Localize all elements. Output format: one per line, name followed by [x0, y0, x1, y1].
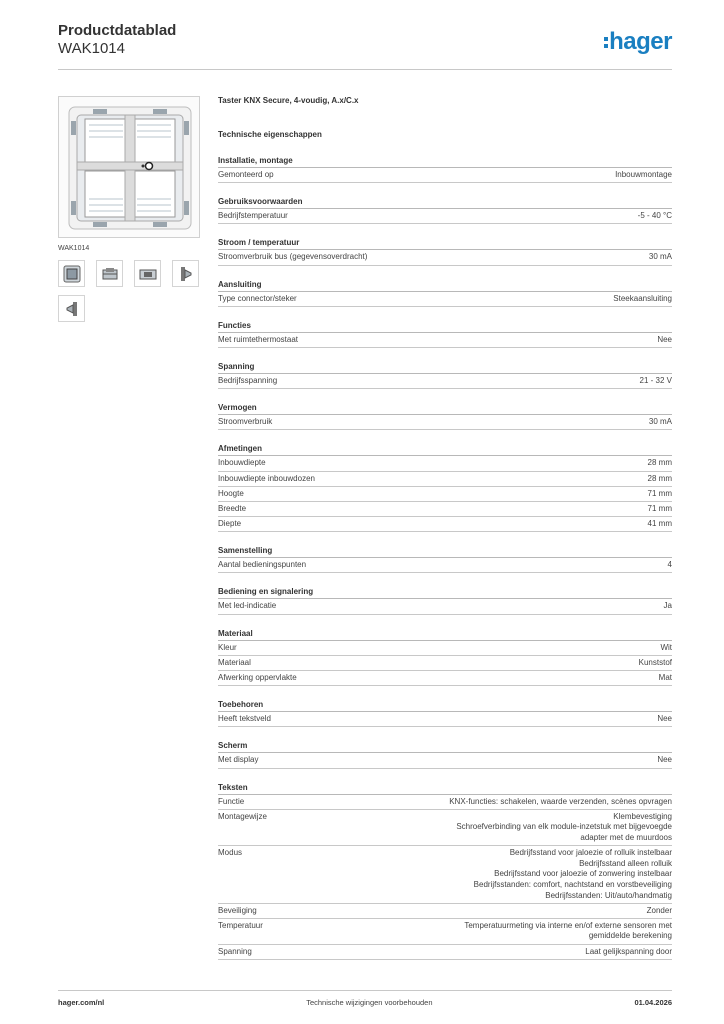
spec-row [218, 671, 672, 686]
thumbnail-front[interactable] [58, 260, 85, 287]
page-footer [58, 990, 672, 1014]
spec-label: Spanning [218, 946, 252, 956]
thumbnail-profile-reverse[interactable] [58, 295, 85, 322]
spec-value: Steekaansluiting [613, 293, 672, 303]
spec-value: KNX-functies: schakelen, waarde verzenden, scènes opvragen [449, 796, 672, 806]
profile-reverse-view-icon [62, 299, 82, 319]
page-header [58, 22, 672, 70]
product-photo-icon [63, 101, 197, 235]
spec-row [218, 656, 672, 671]
spec-section [218, 156, 672, 183]
image-caption: WAK1014 [58, 245, 90, 252]
spec-section [218, 321, 672, 348]
spec-row [218, 415, 672, 430]
section-title: Aansluiting [218, 280, 672, 292]
spec-label: Materiaal [218, 657, 251, 667]
section-title: Installatie, montage [218, 156, 672, 168]
spec-value: Nee [657, 755, 672, 765]
spec-value: Klembevestiging Schroefverbinding van elk module-inzetstuk met bijgevoegde adapter met de muurdoos [456, 811, 672, 842]
technical-properties-heading: Technische eigenschappen [218, 130, 322, 139]
spec-row [218, 904, 672, 919]
spec-label: Functie [218, 796, 245, 806]
product-specifications [218, 96, 672, 960]
spec-value: Laat gelijkspanning door [585, 946, 672, 956]
spec-value: Bedrijfsstand voor jaloezie of rolluik instelbaar Bedrijfsstand alleen rolluik Bedrijfsstand voor jaloezie of zonwering instelbaar Bedrijfsstanden: comfort, nachtstand en vorstbeveiliging Bedrijfsstanden: Uit/auto/handmatig [473, 848, 672, 900]
spec-row [218, 795, 672, 810]
spec-label: Breedte [218, 503, 247, 513]
spec-label: Type connector/steker [218, 293, 297, 303]
spec-row [218, 810, 672, 846]
front-view-icon [62, 264, 82, 284]
spec-value: 28 mm [647, 473, 672, 483]
section-title: Teksten [218, 783, 672, 795]
spec-row [218, 333, 672, 348]
spec-label: Met ruimtethermostaat [218, 334, 299, 344]
spec-row [218, 250, 672, 265]
spec-row [218, 846, 672, 904]
section-title: Stroom / temperatuur [218, 238, 672, 250]
logo-dots-icon [604, 34, 608, 51]
spec-value: -5 - 40 °C [637, 211, 672, 221]
spec-label: Met display [218, 755, 259, 765]
spec-label: Bedrijfsspanning [218, 375, 278, 385]
spec-row [218, 641, 672, 656]
section-title: Vermogen [218, 403, 672, 415]
spec-label: Stroomverbruik [218, 417, 273, 427]
thumbnail-list [58, 260, 200, 322]
spec-row [218, 517, 672, 532]
spec-row [218, 456, 672, 471]
section-title: Functies [218, 321, 672, 333]
spec-value: 30 mA [648, 252, 672, 262]
spec-label: Montagewijze [218, 811, 267, 821]
spec-sections [218, 156, 672, 960]
spec-section [218, 629, 672, 687]
spec-row [218, 292, 672, 307]
product-images [58, 96, 200, 322]
spec-row [218, 919, 672, 945]
spec-row [218, 599, 672, 614]
spec-value: 41 mm [647, 519, 672, 529]
spec-label: Temperatuur [218, 920, 263, 930]
spec-value: Zonder [646, 905, 672, 915]
spec-section [218, 546, 672, 573]
spec-section [218, 362, 672, 389]
spec-row [218, 487, 672, 502]
spec-section [218, 403, 672, 430]
spec-label: Inbouwdiepte [218, 458, 266, 468]
spec-label: Inbouwdiepte inbouwdozen [218, 473, 315, 483]
spec-value: Nee [657, 334, 672, 344]
footer-disclaimer: Technische wijzigingen voorbehouden [306, 998, 433, 1007]
spec-label: Gemonteerd op [218, 170, 274, 179]
product-image[interactable] [58, 96, 200, 238]
spec-section [218, 238, 672, 265]
product-name: Taster KNX Secure, 4-voudig, A.x/C.x [218, 96, 359, 105]
spec-row [218, 945, 672, 960]
spec-value: 71 mm [647, 503, 672, 513]
hager-logo [604, 28, 672, 56]
spec-section [218, 197, 672, 224]
spec-value: 30 mA [648, 417, 672, 427]
spec-value: 21 - 32 V [639, 375, 672, 385]
spec-label: Beveiliging [218, 905, 257, 915]
spec-section [218, 587, 672, 614]
spec-section [218, 741, 672, 768]
article-number: WAK1014 [58, 40, 125, 57]
document-title: Productdatablad [58, 22, 177, 39]
section-title: Gebruiksvoorwaarden [218, 197, 672, 209]
spec-value: 28 mm [647, 458, 672, 468]
spec-value: Nee [657, 714, 672, 724]
section-title: Bediening en signalering [218, 587, 672, 599]
spec-label: Heeft tekstveld [218, 714, 271, 724]
spec-row [218, 168, 672, 183]
footer-website-link[interactable]: hager.com/nl [58, 998, 105, 1007]
spec-section [218, 444, 672, 532]
section-title: Materiaal [218, 629, 672, 641]
spec-value: Mat [658, 673, 672, 682]
spec-value: Temperatuurmeting via interne en/of externe sensoren met gemiddelde berekening [464, 920, 672, 941]
spec-row [218, 753, 672, 768]
spec-value: Ja [663, 601, 672, 611]
top-view-icon [138, 264, 158, 284]
spec-label: Aantal bedieningspunten [218, 560, 307, 570]
spec-label: Afwerking oppervlakte [218, 673, 297, 682]
spec-row [218, 558, 672, 573]
spec-row [218, 472, 672, 487]
spec-label: Met led-indicatie [218, 601, 277, 611]
spec-label: Modus [218, 848, 243, 858]
spec-value: 4 [667, 560, 672, 570]
spec-value: Inbouwmontage [615, 170, 672, 179]
spec-label: Hoogte [218, 488, 244, 498]
spec-label: Diepte [218, 519, 242, 529]
spec-value: Kunststof [638, 657, 672, 667]
spec-label: Kleur [218, 642, 237, 652]
section-title: Toebehoren [218, 700, 672, 712]
section-title: Spanning [218, 362, 672, 374]
section-title: Afmetingen [218, 444, 672, 456]
spec-label: Bedrijfstemperatuur [218, 211, 288, 221]
spec-section [218, 783, 672, 960]
spec-row [218, 374, 672, 389]
spec-row [218, 712, 672, 727]
thumbnail-side[interactable] [96, 260, 123, 287]
thumbnail-top[interactable] [134, 260, 161, 287]
side-view-icon [100, 264, 120, 284]
footer-date: 01.04.2026 [634, 998, 672, 1007]
profile-view-icon [176, 264, 196, 284]
section-title: Samenstelling [218, 546, 672, 558]
thumbnail-profile[interactable] [172, 260, 199, 287]
spec-label: Stroomverbruik bus (gegevensoverdracht) [218, 252, 368, 262]
spec-row [218, 209, 672, 224]
section-title: Scherm [218, 741, 672, 753]
spec-section [218, 700, 672, 727]
spec-value: 71 mm [647, 488, 672, 498]
spec-section [218, 280, 672, 307]
logo-text: hager [609, 28, 672, 55]
spec-value: Wit [660, 642, 672, 652]
spec-row [218, 502, 672, 517]
